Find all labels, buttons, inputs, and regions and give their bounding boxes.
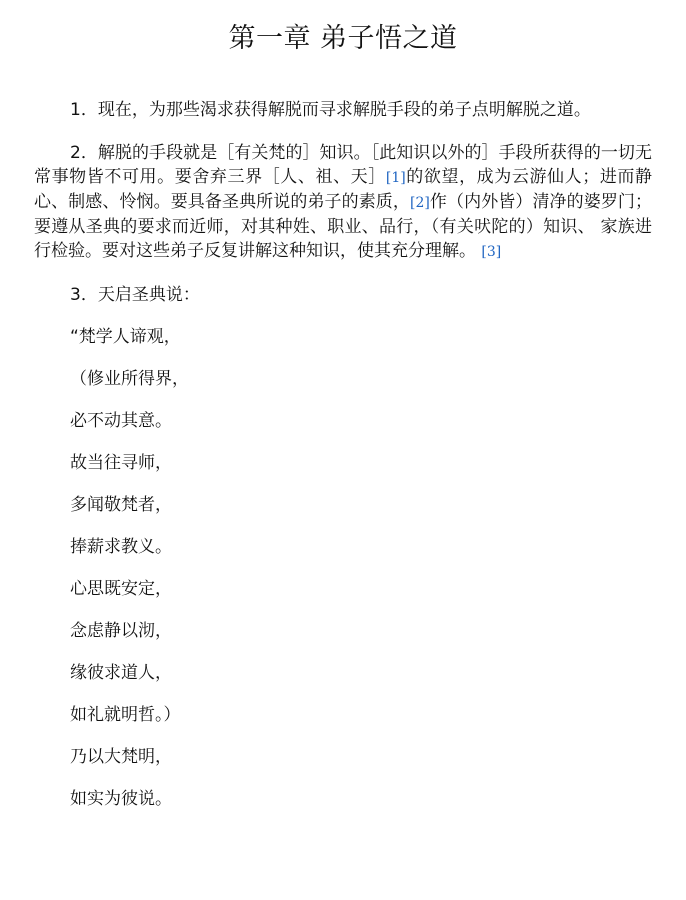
paragraph-2-text-c: 作（内外皆）清净的婆罗门；要遵从圣典的要求而近师，对其种姓、职业、品行，（有关吠陀的）知识、 家族进行检验。要对这些弟子反复讲解这种知识，使其充分理解。 xyxy=(34,192,653,261)
paragraph-2-text-a: 2．解脱的手段就是［有关梵的］知识。［此知识以外的］手段所获得的一切无常事物皆不可用。要舍弃三界［人、祖、天］ xyxy=(34,143,652,187)
verse-line: 捧薪求教义。 xyxy=(70,537,172,557)
verse-line: （修业所得界， xyxy=(70,369,189,389)
verse-line: 心思既安定， xyxy=(70,579,172,599)
verse-line: 乃以大梵明， xyxy=(70,747,172,767)
footnote-link-1[interactable]: [1] xyxy=(385,170,406,186)
verse-line: 必不动其意。 xyxy=(70,411,172,431)
verse-line: 如实为彼说。 xyxy=(70,789,172,809)
verse-line: 缘彼求道人， xyxy=(70,663,172,683)
footnote-link-2[interactable]: [2] xyxy=(409,195,430,211)
verse-line: “梵学人谛观， xyxy=(70,327,181,347)
chapter-title: 第一章 弟子悟之道 xyxy=(228,23,458,54)
verse-line: 多闻敬梵者， xyxy=(70,495,172,515)
footnote-link-3[interactable]: [3] xyxy=(481,244,502,260)
paragraph-2-text-b: 的欲望，成为云游仙人；进而静心、制感、怜悯。要具备圣典所说的弟子的素质， xyxy=(34,167,653,212)
paragraph-3: 3．天启圣典说： xyxy=(70,285,200,305)
verse-line: 念虑静以沏， xyxy=(70,621,172,641)
verse-line: 故当往寻师， xyxy=(70,453,172,473)
verse-line: 如礼就明哲。） xyxy=(70,705,181,725)
paragraph-2 xyxy=(34,141,652,264)
verse-block xyxy=(34,325,652,829)
paragraph-1: 1．现在，为那些渴求获得解脱而寻求解脱手段的弟子点明解脱之道。 xyxy=(70,100,591,120)
